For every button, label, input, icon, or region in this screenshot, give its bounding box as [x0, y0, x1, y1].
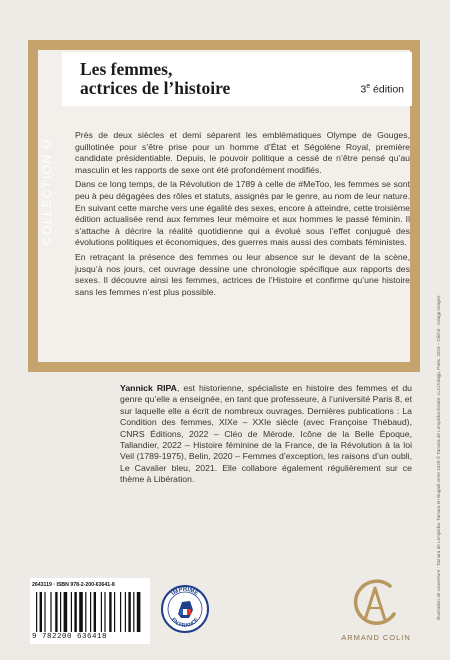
book-title: [80, 60, 230, 98]
description-paragraph-1: Près de deux siècles et demi séparent les emblématiques Olympe de Gouges, guillotinée pour s’être prise pour un homme d’État et Ségolène Royal, première candidate présidentiable. Depuis, le pouvoir politique a cessé de n’être pensé qu’au masculin et les rapports de sexe ont été profondément modifiés.: [75, 130, 410, 175]
book-description: [75, 130, 410, 301]
barcode-icon: [36, 592, 144, 632]
description-paragraph-2: Dans ce long temps, de la Révolution de 1789 à celle de #MeToo, les femmes se sont peu à peu dégagées des rôles et statuts, assignés par le genre, au nom de leur nature. En suivant cette marche vers une égalité des sexes, encore à atteindre, cette troisième édition actualisée rend aux femmes leur mémoire et aux hommes le passé féminin. Il s’attache à décrire la réalité quotidienne qui a évolué sous l’effet conjugué des évolutions politiques et économiques, des guerres mais aussi des combats féministes.: [75, 179, 410, 248]
seal-text-bottom: EN FRANCE: [169, 617, 201, 630]
cover-credits: Illustration de couverture : Tamara de Lempicka, Tamara en Bugatti verte 1929 © Tamara de Lempicka Estate, LLC/Adagp, Paris, 2023 – Cliché : Adagp images: [436, 295, 441, 620]
armand-colin-logo-icon: [347, 574, 405, 632]
author-name: Yannick RIPA: [120, 383, 177, 393]
title-box: [62, 52, 412, 106]
description-paragraph-3: En retraçant la présence des femmes ou leur absence sur le devant de la scène, jusqu’à nos jours, cet ouvrage dessine une chronologie spécifique aux rapports des sexes. Il découvre ainsi les femmes, actrices de l’Histoire et confirme qu’une histoire sans les femmes n’est plus possible.: [75, 251, 410, 297]
barcode-block: [30, 578, 150, 644]
collection-label: COLLECTION U: [40, 138, 54, 245]
publisher-name: ARMAND COLIN: [341, 633, 411, 642]
edition-number: 3: [360, 83, 367, 95]
edition-word: édition: [370, 83, 404, 95]
barcode-number: 9 782200 636418: [32, 633, 108, 641]
title-line-2: actrices de l’histoire: [80, 78, 231, 98]
edition-label: [360, 83, 404, 96]
author-bio: [120, 383, 412, 486]
author-bio-text: , est historienne, spécialiste en histoire des femmes et du genre qu’elle a enseignée, en tant que professeure, à l’université Paris 8, et sur laquelle elle a écrit de nombreux ouvrages. Dernières publications : La Condition des femmes, XIXe – XXIe siècle (avec Françoise Thébaud), CNRS Éditions, 2022 – Cléo de Mérode. Icône de la Belle Époque, Tallandier, 2022 – Histoire féminine de la France, de la Révolution à la loi Veil (1789-1975), Belin, 2020 – Femmes d’exception, les raisons d’un oubli, Le Cavalier bleu, 2021. Elle collabore également régulièrement sur ce thème à Libération.: [120, 383, 412, 485]
imprime-en-france-seal-icon: [160, 584, 210, 634]
edition-superscript: e: [366, 82, 371, 90]
isbn-label: 2643119 · ISBN 978-2-200-63641-8: [32, 582, 115, 588]
title-line-1: Les femmes,: [80, 59, 173, 79]
seal-text-top: IMPRIMÉ: [170, 587, 200, 597]
